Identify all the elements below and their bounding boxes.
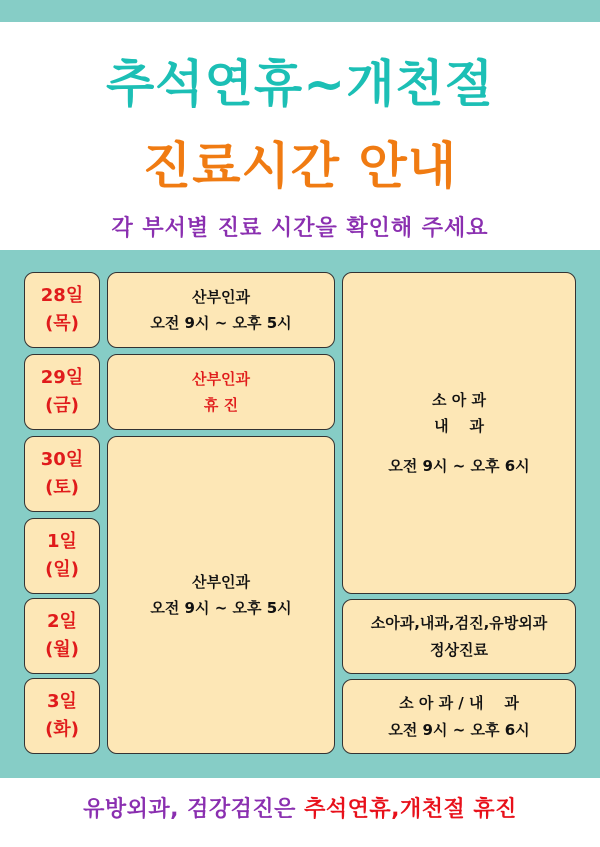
normal-status: 정상진료 [430, 640, 488, 659]
obgyn-dept-label: 산부인과 [192, 572, 250, 591]
obgyn-day29-box [107, 354, 335, 430]
im-dept-label: 내 과 [434, 416, 484, 435]
day-box-2 [24, 598, 100, 674]
obgyn-day28-box [107, 272, 335, 348]
day-date: 30일 [40, 449, 84, 471]
day-box-29 [24, 354, 100, 430]
obgyn-hours: 오전 9시 ~ 오후 5시 [150, 599, 292, 617]
day-weekday: (월) [45, 639, 79, 660]
day-date: 2일 [47, 611, 77, 633]
footer-notice-depts: 유방외과, 검강검진은 [83, 797, 305, 822]
subtitle: 각 부서별 진료 시간을 확인해 주세요 [111, 216, 489, 241]
obgyn-closed-status: 휴 진 [203, 396, 239, 414]
title-line-2: 진료시간 안내 [142, 137, 458, 195]
top-banner-bar [0, 0, 600, 22]
peds-im-day28-1-box [342, 272, 576, 594]
day-date: 1일 [47, 531, 77, 553]
day-box-3 [24, 678, 100, 754]
title-line-1: 추석연휴~개천절 [106, 55, 494, 113]
day-weekday: (화) [45, 719, 79, 740]
footer-notice-closed: 추석연휴,개천절 휴진 [304, 797, 517, 822]
day-weekday: (목) [45, 313, 79, 334]
day-date: 28일 [40, 285, 84, 307]
depts-label: 소 아 과 / 내 과 [399, 694, 519, 713]
day-date: 3일 [47, 691, 77, 713]
peds-im-hours: 오전 9시 ~ 오후 6시 [388, 720, 530, 739]
obgyn-day30-3-box [107, 436, 335, 754]
footer-notice [0, 792, 600, 823]
depts-label: 소아과,내과,검진,유방외과 [370, 614, 548, 633]
day-weekday: (금) [45, 395, 79, 416]
day-box-30 [24, 436, 100, 512]
day-weekday: (토) [45, 477, 79, 498]
all-depts-day2-box [342, 599, 576, 674]
obgyn-hours: 오전 9시 ~ 오후 5시 [150, 314, 292, 332]
peds-im-hours: 오전 9시 ~ 오후 6시 [388, 457, 530, 476]
peds-dept-label: 소 아 과 [432, 390, 486, 409]
obgyn-dept-label: 산부인과 [192, 287, 250, 306]
peds-im-day3-box [342, 679, 576, 754]
obgyn-dept-label: 산부인과 [192, 369, 250, 388]
day-box-28 [24, 272, 100, 348]
day-date: 29일 [40, 367, 84, 389]
day-weekday: (일) [45, 559, 79, 580]
day-box-1 [24, 518, 100, 594]
